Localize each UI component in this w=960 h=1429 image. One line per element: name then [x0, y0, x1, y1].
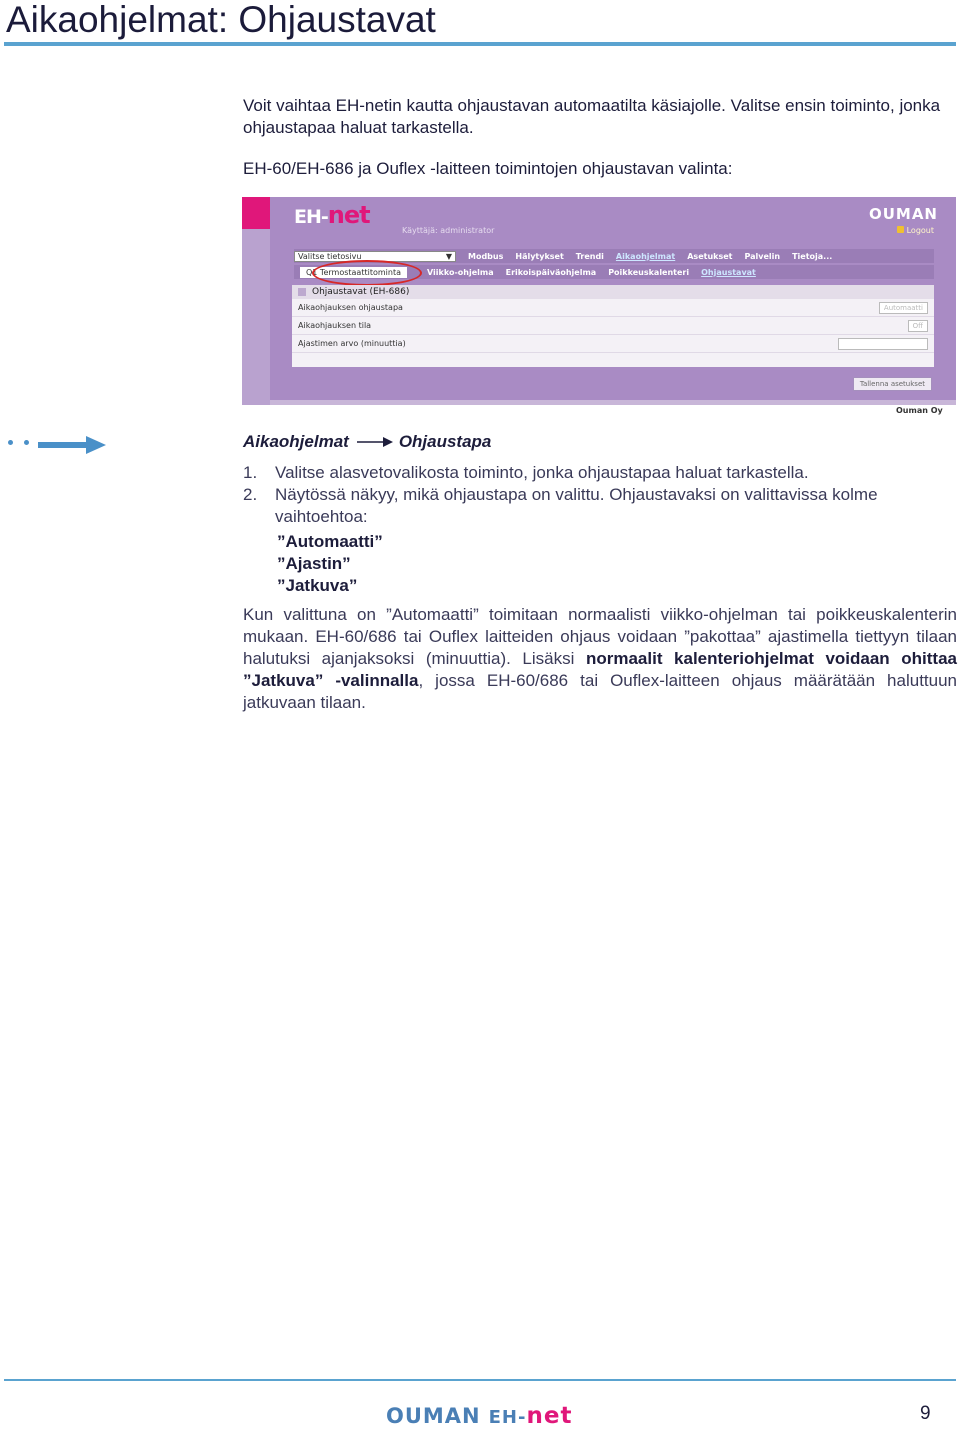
highlight-circle: [312, 260, 422, 286]
arrow-right-icon: [38, 435, 108, 455]
submenu-item-ohjaustavat[interactable]: Ohjaustavat: [701, 267, 756, 277]
row-label: Aikaohjauksen ohjaustapa: [298, 303, 403, 312]
lock-icon: [897, 226, 904, 233]
screenshot-caption: Ouman Oy: [896, 406, 943, 415]
submenu-item-viikko[interactable]: Viikko-ohjelma: [426, 267, 494, 277]
function-select[interactable]: Q1 Termostaattitominta: [300, 267, 407, 278]
option-jatkuva: ”Jatkuva”: [277, 576, 358, 595]
flow-to: Ohjaustapa: [398, 432, 492, 451]
footer-eh: EH-: [488, 1407, 527, 1428]
row-label: Ajastimen arvo (minuuttia): [298, 339, 406, 348]
brand-pink-bar: [242, 197, 270, 229]
title-rule: [4, 42, 956, 46]
intro-paragraph: Voit vaihtaa EH-netin kautta ohjaustavan automaatilta käsiajolle. Valitse ensin toiminto, jonka ohjaustapaa haluat tarkastella.: [243, 96, 941, 137]
option-ajastin: ”Ajastin”: [277, 554, 351, 573]
dot-icon: [24, 440, 29, 445]
panel-row: [292, 335, 934, 353]
logo-net-text: net: [327, 201, 370, 229]
save-button[interactable]: Tallenna asetukset: [853, 377, 932, 391]
menu-item-tietoja[interactable]: Tietoja...: [792, 251, 833, 261]
user-line: Käyttäjä: administrator: [402, 226, 495, 235]
ehnet-screenshot: [242, 197, 956, 405]
list-item: [243, 484, 957, 528]
menu-item-trendi[interactable]: Trendi: [575, 251, 604, 261]
menu-item-halytykset[interactable]: Hälytykset: [515, 251, 564, 261]
logo-eh-text: EH-: [294, 206, 328, 228]
submenu-item-poikkeus[interactable]: Poikkeuskalenteri: [608, 267, 690, 277]
arrow-right-icon: [357, 437, 393, 447]
options-list: [277, 531, 383, 597]
explanation-paragraph: [243, 604, 957, 714]
footer-net: net: [526, 1403, 573, 1429]
settings-panel: [292, 285, 934, 367]
page-select-value: Valitse tietosivu: [298, 251, 362, 261]
menu-item-aikaohjelmat[interactable]: Aikaohjelmat: [615, 251, 676, 261]
logout-label: Logout: [906, 226, 934, 235]
dot-icon: [8, 440, 13, 445]
step-number: 2.: [243, 485, 258, 504]
step-text: Valitse alasvetovalikosta toiminto, jonka ohjaustapaa haluat tarkastella.: [275, 463, 809, 482]
list-item: [243, 462, 957, 484]
flow-heading: [243, 432, 491, 452]
explain-part1: Kun valittuna on ”Automaatti” toimitaan normaalisti viikko-ohjelman tai poikkeuskalenterin mukaan. EH-60/686 tai Ouflex laitteiden ohjaus voidaan ”pakottaa” ajastimella tiettyyn tilaan halutuksi ajanjaksoksi (minuuttia). Lisäksi: [243, 605, 957, 668]
panel-header: [292, 285, 934, 299]
flow-from: Aikaohjelmat: [243, 432, 349, 451]
bottom-bar: [270, 400, 956, 405]
ouman-brand: OUMAN: [868, 205, 938, 223]
logout-link[interactable]: [897, 226, 934, 235]
step-text: Näytössä näkyy, mikä ohjaustapa on valittu. Ohjaustavaksi on valittavissa kolme vaihtoehtoa:: [275, 485, 878, 526]
ehnet-logo: [294, 201, 370, 229]
mode-select[interactable]: Automaatti: [879, 302, 928, 314]
footer-rule: [4, 1379, 956, 1381]
page-title: Aikaohjelmat: Ohjaustavat: [6, 0, 436, 40]
panel-row: [292, 317, 934, 335]
left-strip: [242, 229, 270, 405]
footer-logo: [386, 1403, 572, 1429]
menu-item-asetukset[interactable]: Asetukset: [687, 251, 733, 261]
panel-title: Ohjaustavat (EH-686): [312, 287, 410, 297]
explain-bold: normaalit kalenteriohjelmat voidaan ohittaa ”Jatkuva” -valinnalla: [243, 649, 957, 690]
panel-icon: [298, 288, 306, 296]
menu-item-palvelin[interactable]: Palvelin: [744, 251, 781, 261]
explain-part2: , jossa EH-60/686 tai Ouflex-laitteen ohjaus määrätään haluttuun jatkuvaan tilaan.: [243, 671, 957, 712]
submenu-item-erikois[interactable]: Erikoispäiväohjelma: [505, 267, 597, 277]
option-automaatti: ”Automaatti”: [277, 532, 383, 551]
page-number: 9: [920, 1403, 931, 1424]
row-label: Aikaohjauksen tila: [298, 321, 372, 330]
panel-row: [292, 299, 934, 317]
state-select[interactable]: Off: [908, 320, 928, 332]
chevron-down-icon: ▼: [445, 251, 452, 261]
footer-ouman: OUMAN: [386, 1404, 481, 1428]
menu-item-modbus[interactable]: Modbus: [468, 251, 504, 261]
section-subheading: EH-60/EH-686 ja Ouflex -laitteen toimintojen ohjaustavan valinta:: [243, 159, 733, 178]
steps-list: [243, 462, 957, 528]
step-number: 1.: [243, 463, 258, 482]
timer-input[interactable]: [838, 338, 928, 350]
